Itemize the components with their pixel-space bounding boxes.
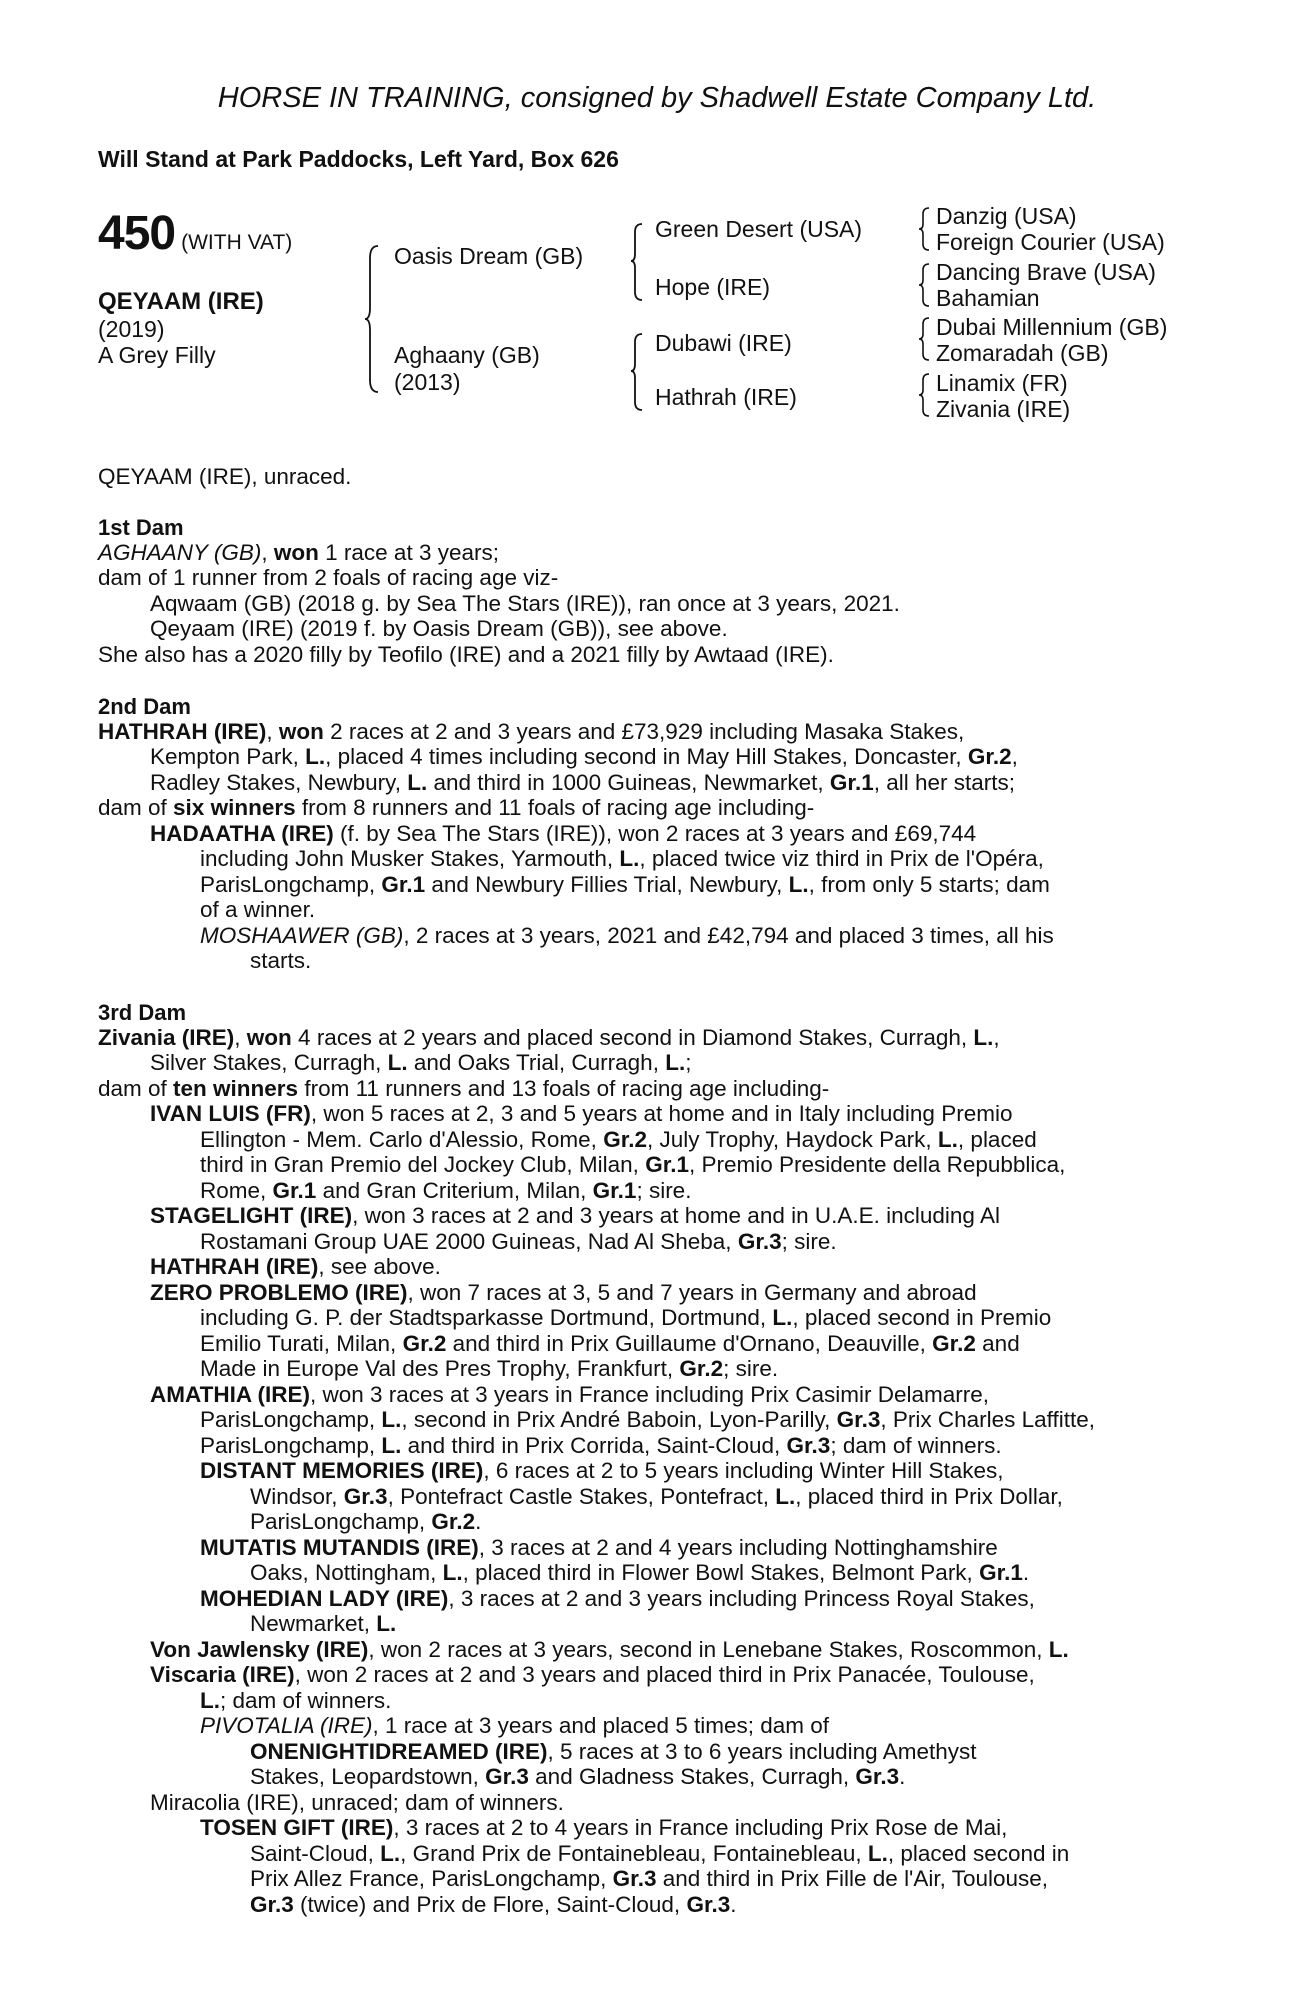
- pedigree-brace-main: [364, 244, 384, 394]
- text-line: MUTATIS MUTANDIS (IRE), 3 races at 2 and 4 years including Nottinghamshire: [200, 1535, 998, 1560]
- text-line: Rostamani Group UAE 2000 Guineas, Nad Al Sheba, Gr.3; sire.: [200, 1229, 837, 1254]
- text-line: MOSHAAWER (GB), 2 races at 3 years, 2021 and £42,794 and placed 3 times, all his: [200, 923, 1054, 948]
- text-line: starts.: [250, 948, 312, 973]
- page-title: HORSE IN TRAINING, consigned by Shadwell Estate Company Ltd.: [217, 82, 1097, 114]
- text-line: dam of six winners from 8 runners and 11 foals of racing age including-: [98, 795, 815, 820]
- lot-number: 450: [98, 207, 176, 260]
- pedigree-brace-sire: [630, 222, 648, 302]
- text-line: including G. P. der Stadtsparkasse Dortmund, Dortmund, L., placed second in Premio: [200, 1305, 1052, 1330]
- text-line: Rome, Gr.1 and Gran Criterium, Milan, Gr.1; sire.: [200, 1178, 692, 1203]
- text-line: Emilio Turati, Milan, Gr.2 and third in Prix Guillaume d'Ornano, Deauville, Gr.2 and: [200, 1331, 1020, 1356]
- text-line: Viscaria (IRE), won 2 races at 2 and 3 years and placed third in Prix Panacée, Toulouse,: [150, 1662, 1035, 1687]
- text-line: ONENIGHTIDREAMED (IRE), 5 races at 3 to 6 years including Amethyst: [250, 1739, 977, 1764]
- text-line: Ellington - Mem. Carlo d'Alessio, Rome, Gr.2, July Trophy, Haydock Park, L., placed: [200, 1127, 1037, 1152]
- text-line: She also has a 2020 filly by Teofilo (IRE) and a 2021 filly by Awtaad (IRE).: [98, 642, 834, 667]
- text-line: Made in Europe Val des Pres Trophy, Frankfurt, Gr.2; sire.: [200, 1356, 779, 1381]
- text-line: HADAATHA (IRE) (f. by Sea The Stars (IRE)), won 2 races at 3 years and £69,744: [150, 821, 977, 846]
- horse-name: QEYAAM (IRE): [98, 288, 264, 315]
- text-line: MOHEDIAN LADY (IRE), 3 races at 2 and 3 years including Princess Royal Stakes,: [200, 1586, 1035, 1611]
- pedigree-brace-g1: [918, 206, 934, 252]
- text-line: ParisLongchamp, L., second in Prix André Baboin, Lyon-Parilly, Gr.3, Prix Charles Laffitte,: [200, 1407, 1096, 1432]
- text-line: DISTANT MEMORIES (IRE), 6 races at 2 to 5 years including Winter Hill Stakes,: [200, 1458, 1004, 1483]
- text-line: Miracolia (IRE), unraced; dam of winners.: [150, 1790, 564, 1815]
- text-line: PIVOTALIA (IRE), 1 race at 3 years and placed 5 times; dam of: [200, 1713, 830, 1738]
- pedigree-dam-sire: Dubawi (IRE): [655, 330, 792, 356]
- text-line: TOSEN GIFT (IRE), 3 races at 2 to 4 years in France including Prix Rose de Mai,: [200, 1815, 1008, 1840]
- text-line: dam of ten winners from 11 runners and 13 foals of racing age including-: [98, 1076, 830, 1101]
- lot-block: [98, 206, 292, 261]
- pedigree-g3: Dancing Brave (USA): [936, 259, 1156, 285]
- pedigree-dam-year: (2013): [394, 369, 461, 395]
- text-line: Kempton Park, L., placed 4 times including second in May Hill Stakes, Doncaster, Gr.2,: [150, 744, 1018, 769]
- pedigree-g7: Linamix (FR): [936, 370, 1068, 396]
- horse-status: QEYAAM (IRE), unraced.: [98, 464, 352, 489]
- text-line: HATHRAH (IRE), won 2 races at 2 and 3 years and £73,929 including Masaka Stakes,: [98, 719, 965, 744]
- text-line: Silver Stakes, Curragh, L. and Oaks Trial, Curragh, L.;: [150, 1050, 692, 1075]
- pedigree-g2: Foreign Courier (USA): [936, 229, 1165, 255]
- pedigree-g1: Danzig (USA): [936, 203, 1077, 229]
- produce-aqwaam: Aqwaam (GB) (2018 g. by Sea The Stars (IRE)), ran once at 3 years, 2021.: [150, 591, 900, 616]
- lot-vat: (WITH VAT): [181, 231, 293, 254]
- text-line: Saint-Cloud, L., Grand Prix de Fontainebleau, Fontainebleau, L., placed second in: [250, 1841, 1070, 1866]
- text-line: ParisLongchamp, L. and third in Prix Corrida, Saint-Cloud, Gr.3; dam of winners.: [200, 1433, 1002, 1458]
- text-line: HATHRAH (IRE), see above.: [150, 1254, 441, 1279]
- pedigree-brace-g3: [918, 316, 934, 362]
- text-line: AMATHIA (IRE), won 3 races at 3 years in France including Prix Casimir Delamarre,: [150, 1382, 989, 1407]
- text-line: Windsor, Gr.3, Pontefract Castle Stakes, Pontefract, L., placed third in Prix Dollar,: [250, 1484, 1063, 1509]
- pedigree-g8: Zivania (IRE): [936, 396, 1071, 422]
- text-line: including John Musker Stakes, Yarmouth, L., placed twice viz third in Prix de l'Opéra,: [200, 846, 1044, 871]
- text-line: IVAN LUIS (FR), won 5 races at 2, 3 and 5 years at home and in Italy including Premio: [150, 1101, 1013, 1126]
- text-line: ParisLongchamp, Gr.1 and Newbury Fillies Trial, Newbury, L., from only 5 starts; dam: [200, 872, 1050, 897]
- pedigree-dam: Aghaany (GB): [394, 342, 540, 368]
- pedigree-g5: Dubai Millennium (GB): [936, 314, 1168, 340]
- text-line: Stakes, Leopardstown, Gr.3 and Gladness Stakes, Curragh, Gr.3.: [250, 1764, 906, 1789]
- text-line: dam of 1 runner from 2 foals of racing age viz-: [98, 565, 559, 590]
- text-line: ZERO PROBLEMO (IRE), won 7 races at 3, 5 and 7 years in Germany and abroad: [150, 1280, 977, 1305]
- pedigree-dam-dam: Hathrah (IRE): [655, 384, 797, 410]
- text-line: Radley Stakes, Newbury, L. and third in 1000 Guineas, Newmarket, Gr.1, all her starts;: [150, 770, 1015, 795]
- pedigree-brace-g2: [918, 262, 934, 308]
- pedigree-sire-dam: Hope (IRE): [655, 274, 771, 300]
- text-line: AGHAANY (GB), won 1 race at 3 years;: [98, 540, 499, 565]
- second-dam-heading: 2nd Dam: [98, 694, 191, 719]
- text-line: Prix Allez France, ParisLongchamp, Gr.3 and third in Prix Fille de l'Air, Toulouse,: [250, 1866, 1049, 1891]
- pedigree-g6: Zomaradah (GB): [936, 340, 1109, 366]
- text-line: Oaks, Nottingham, L., placed third in Flower Bowl Stakes, Belmont Park, Gr.1.: [250, 1560, 1030, 1585]
- horse-description: A Grey Filly: [98, 342, 216, 368]
- text-line: L.; dam of winners.: [200, 1688, 392, 1713]
- first-dam-heading: 1st Dam: [98, 515, 184, 540]
- text-line: Von Jawlensky (IRE), won 2 races at 3 years, second in Lenebane Stakes, Roscommon, L.: [150, 1637, 1069, 1662]
- pedigree-sire-sire: Green Desert (USA): [655, 216, 863, 242]
- third-dam-heading: 3rd Dam: [98, 1000, 187, 1025]
- text-line: Newmarket, L.: [250, 1611, 397, 1636]
- text-line: ParisLongchamp, Gr.2.: [250, 1509, 482, 1534]
- text-line: STAGELIGHT (IRE), won 3 races at 2 and 3 years at home and in U.A.E. including Al: [150, 1203, 1000, 1228]
- stand-location: Will Stand at Park Paddocks, Left Yard, Box 626: [98, 146, 619, 172]
- text-line: Gr.3 (twice) and Prix de Flore, Saint-Cloud, Gr.3.: [250, 1892, 737, 1917]
- text-line: third in Gran Premio del Jockey Club, Milan, Gr.1, Premio Presidente della Repubblica,: [200, 1152, 1066, 1177]
- pedigree-brace-g4: [918, 372, 934, 418]
- pedigree-sire: Oasis Dream (GB): [394, 243, 584, 269]
- horse-year: (2019): [98, 316, 165, 342]
- pedigree-g4: Bahamian: [936, 285, 1040, 311]
- produce-qeyaam: Qeyaam (IRE) (2019 f. by Oasis Dream (GB)), see above.: [150, 616, 728, 641]
- pedigree-brace-dam: [630, 332, 648, 412]
- text-line: Zivania (IRE), won 4 races at 2 years and placed second in Diamond Stakes, Curragh, L.,: [98, 1025, 1000, 1050]
- text-line: of a winner.: [200, 897, 316, 922]
